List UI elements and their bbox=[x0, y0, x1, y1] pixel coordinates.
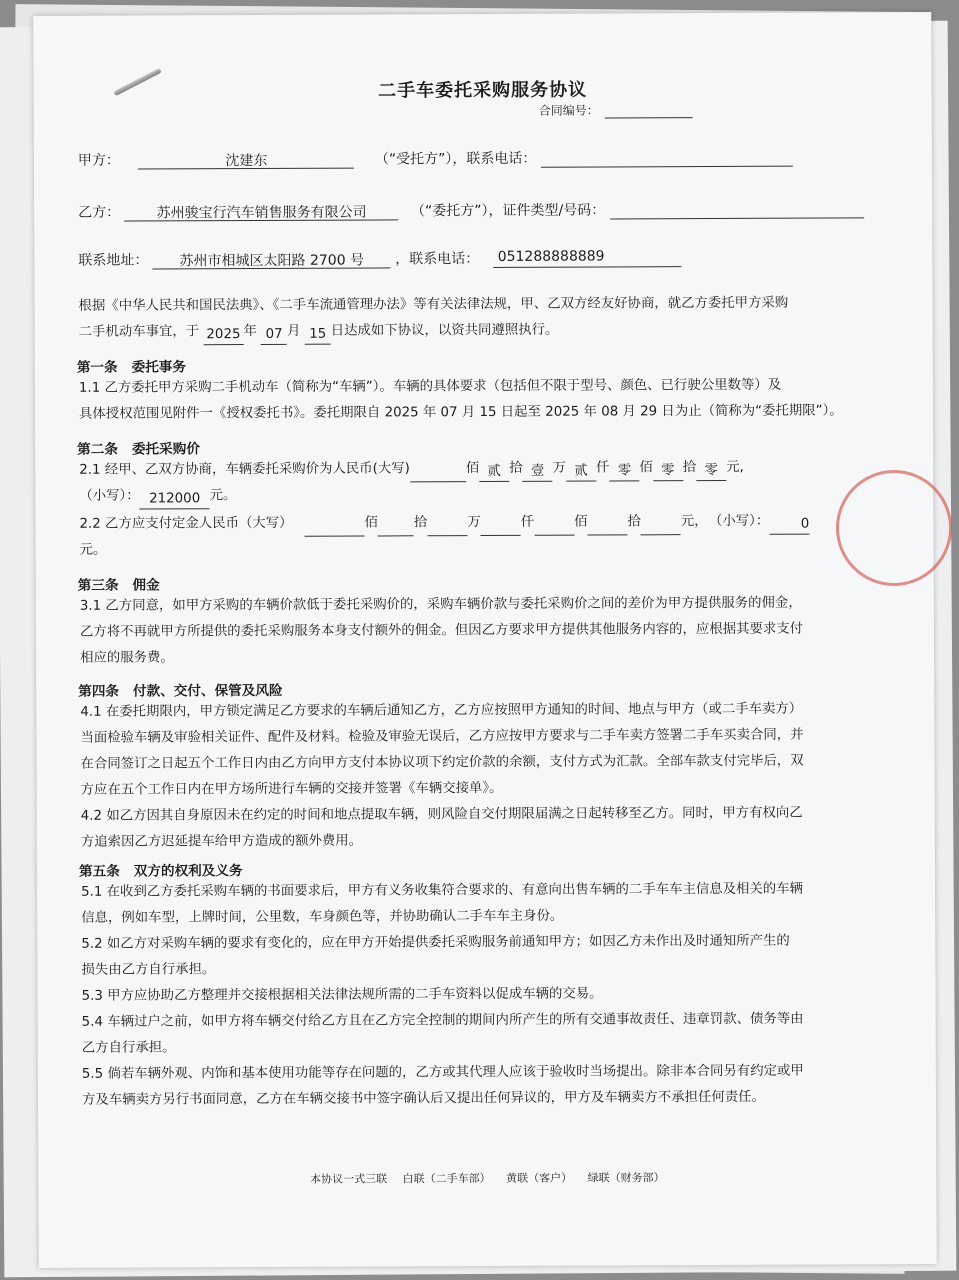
section-4-title: 付款、交付、保管及风险 bbox=[132, 682, 283, 700]
intro-line-1: 根据《中华人民共和国民法典》、《二手车流通管理办法》等有关法律法规，甲、乙双方经友好协商，就乙方委托甲方采购 bbox=[78, 295, 789, 314]
contract-number bbox=[539, 101, 693, 119]
deposit-small-label: （小写）： bbox=[715, 513, 770, 529]
clause-3-1-line: 乙方将不再就甲方所提供的委托采购服务本身支付额外的佣金。但因乙方要求甲方提供其他服务内容的，应根据其要求支付 bbox=[79, 621, 804, 640]
section-2-heading bbox=[77, 437, 200, 458]
unit-wan: 万 bbox=[552, 460, 567, 476]
clause-3-1-line: 3.1 乙方同意，如甲方采购的车辆价款低于委托采购价的，采购车辆价款与委托采购价之间的差价为甲方提供服务的佣金， bbox=[79, 595, 802, 614]
section-3-title: 佣金 bbox=[132, 577, 160, 594]
party-a-label: 甲方： bbox=[77, 152, 120, 169]
red-seal-stamp bbox=[836, 470, 952, 586]
unit-yuan: 元, bbox=[726, 459, 744, 475]
deposit-blank bbox=[641, 534, 681, 535]
unit-yuan-end: 元。 bbox=[209, 488, 237, 504]
party-b-row bbox=[78, 198, 864, 221]
clause-5-5-line: 方及车辆卖方另行书面同意，乙方在车辆交接书中签字确认后又提出任何异议的，甲方及车辆卖方不承担任何责任。 bbox=[81, 1089, 765, 1108]
intro-paragraph bbox=[78, 290, 868, 345]
deposit-blank bbox=[427, 535, 467, 536]
deposit-unit-yuan: 元。 bbox=[79, 542, 107, 558]
amount-digit: 贰 bbox=[566, 463, 596, 482]
intro-year: 2025 bbox=[203, 326, 243, 345]
clause-3-1-line: 相应的服务费。 bbox=[80, 650, 174, 666]
clause-2-2-prefix: 2.2 乙方应支付定金人民币（大写） bbox=[79, 515, 293, 532]
small-amount-label: （小写）： bbox=[79, 488, 140, 504]
party-a-role: （“受托方”），联系电话： bbox=[374, 150, 537, 168]
clause-2-2 bbox=[79, 508, 869, 537]
intro-day: 15 bbox=[305, 326, 331, 345]
clause-1-1-line-1: 1.1 乙方委托甲方采购二手机动车（简称为“车辆”）。车辆的具体要求（包括但不限于型号、颜色、已行驶公里数等）及 bbox=[78, 377, 782, 396]
address-phone-label: ，联系电话： bbox=[395, 251, 480, 268]
clause-2-1-line-1 bbox=[79, 454, 869, 483]
section-5-number: 第五条 bbox=[78, 863, 120, 880]
deposit-blank bbox=[481, 535, 521, 536]
amount-digit: 贰 bbox=[479, 463, 509, 482]
section-5-heading bbox=[79, 859, 243, 880]
deposit-small-value: 0 bbox=[769, 516, 809, 535]
party-a-row bbox=[78, 147, 793, 170]
contract-number-blank bbox=[605, 103, 693, 118]
clause-5-2-line: 5.2 如乙方对采购车辆的要求有变化的，应在甲方开始提供委托采购服务前通知甲方；如因乙方未作出及时通知所产生的 bbox=[81, 933, 790, 952]
party-b-name: 苏州骏宝行汽车销售服务有限公司 bbox=[125, 201, 399, 221]
intro-year-unit: 年 bbox=[243, 323, 257, 340]
unit-bai: 佰 bbox=[574, 514, 588, 530]
clause-3-1 bbox=[80, 590, 870, 671]
footer-copies: 本协议一式三联 bbox=[310, 1172, 388, 1186]
footer-green-copy: 绿联（财务部） bbox=[587, 1171, 665, 1185]
section-3-number: 第三条 bbox=[77, 577, 119, 594]
section-1-number: 第一条 bbox=[76, 359, 118, 376]
clause-4-1-line: 在合同签订之日起五个工作日内由乙方向甲方支付本协议项下约定价款的余额，支付方式为汇款。全部车款支付完毕后，双 bbox=[80, 753, 804, 772]
clause-2-1-line-2 bbox=[79, 480, 869, 509]
clause-5-4-line: 5.4 车辆过户之前，如甲方将车辆交付给乙方且在乙方完全控制的期间内所产生的所有交通事故责任、违章罚款、债务等由 bbox=[81, 1011, 804, 1030]
amount-digit: 零 bbox=[696, 462, 726, 481]
unit-shi: 拾 bbox=[627, 514, 641, 530]
deposit-blank bbox=[588, 534, 628, 535]
clause-5 bbox=[81, 876, 872, 1113]
clause-4-1-line: 当面检验车辆及审验相关证件、配件及材料。检验及审验无误后，乙方应按甲方要求与二手车卖方签署二手车买卖合同，并 bbox=[80, 727, 804, 746]
clause-5-3-line: 5.3 甲方应协助乙方整理并交接根据相关法律法规所需的二手车资料以促成车辆的交易。 bbox=[81, 986, 603, 1004]
party-a-name: 沈建东 bbox=[138, 150, 354, 170]
party-b-id-blank bbox=[610, 199, 864, 219]
clause-5-2-line: 损失由乙方自行承担。 bbox=[81, 962, 216, 978]
contract-number-label: 合同编号： bbox=[538, 103, 599, 118]
intro-text: 二手机动车事宜，于 bbox=[78, 324, 200, 340]
clause-1-1-line-2: 具体授权范围见附件一《授权委托书》。委托期限自 2025 年 07 月 15 日起至 2025 年 08 月 29 日为止（简称为“委托期限”）。 bbox=[78, 403, 843, 422]
clause-4-1-line: 4.1 在委托期限内，甲方锁定满足乙方要求的车辆后通知乙方，乙方应按照甲方通知的时间、地点与甲方（或二手车卖方） bbox=[80, 701, 803, 720]
clause-5-4-line: 乙方自行承担。 bbox=[81, 1040, 176, 1056]
clause-5-5-line: 5.5 倘若车辆外观、内饰和基本使用功能等存在问题的，乙方或其代理人应该于验收时当场提出。除非本合同另有约定或甲 bbox=[81, 1063, 804, 1082]
clause-4-2-line: 4.2 如乙方因其自身原因未在约定的时间和地点提取车辆，则风险自交付期限届满之日起转移至乙方。同时，甲方有权向乙 bbox=[80, 805, 803, 824]
unit-shi: 拾 bbox=[413, 515, 428, 531]
unit-bai: 佰 bbox=[364, 515, 378, 531]
footer-copies-note bbox=[38, 1168, 936, 1188]
section-2-title: 委托采购价 bbox=[131, 441, 200, 458]
footer-white-copy: 白联（二手车部） bbox=[402, 1171, 491, 1186]
party-b-label: 乙方： bbox=[78, 204, 121, 221]
unit-shi: 拾 bbox=[682, 460, 697, 476]
party-b-role: （“委托方”），证件类型/号码： bbox=[411, 202, 606, 220]
section-4-number: 第四条 bbox=[78, 683, 120, 700]
unit-yuan: 元， bbox=[680, 514, 708, 530]
section-4-heading bbox=[78, 679, 282, 700]
amount-digit: 零 bbox=[609, 462, 639, 481]
intro-month-unit: 月 bbox=[287, 323, 301, 339]
section-1-heading bbox=[77, 355, 186, 375]
section-5-title: 双方的权利及义务 bbox=[133, 863, 243, 880]
section-3-heading bbox=[78, 573, 160, 593]
clause-5-1-line: 5.1 在收到乙方委托采购车辆的书面要求后，甲方有义务收集符合要求的、有意向出售车辆的二手车车主信息及相关的车辆 bbox=[81, 881, 803, 900]
footer-yellow-copy: 黄联（客户） bbox=[506, 1171, 573, 1185]
unit-shi: 拾 bbox=[509, 460, 523, 476]
intro-text-end: 日达成如下协议，以资共同遵照执行。 bbox=[330, 322, 559, 339]
clause-2-1-prefix: 2.1 经甲、乙双方协商，车辆委托采购价为人民币(大写) bbox=[79, 461, 410, 478]
clause-4-2-line: 方追索因乙方迟延提车给甲方造成的额外费用。 bbox=[80, 833, 363, 850]
party-a-phone-blank bbox=[541, 148, 793, 168]
intro-month: 07 bbox=[261, 326, 287, 345]
small-amount-value: 212000 bbox=[140, 490, 210, 509]
deposit-blank bbox=[534, 535, 574, 536]
address-label: 联系地址： bbox=[78, 252, 149, 269]
section-2-number: 第二条 bbox=[77, 441, 118, 458]
clause-4-1 bbox=[80, 696, 871, 855]
unit-wan: 万 bbox=[467, 515, 481, 531]
address-row bbox=[78, 247, 681, 270]
intro-line-2 bbox=[79, 316, 869, 345]
address-value: 苏州市相城区太阳路 2700 号 bbox=[153, 249, 391, 269]
clause-5-1-line: 信息，例如车型，上牌时间，公里数，车身颜色等，并协助确认二手车车主身份。 bbox=[81, 908, 564, 926]
unit-bai: 佰 bbox=[639, 460, 653, 476]
address-phone: 051288888889 bbox=[494, 248, 682, 268]
unit-bai: 佰 bbox=[465, 461, 480, 477]
amount-digit: 壹 bbox=[523, 463, 553, 482]
amount-digit: 零 bbox=[653, 462, 683, 481]
section-1-title: 委托事务 bbox=[131, 359, 186, 376]
clause-1-1 bbox=[79, 372, 869, 427]
deposit-blank bbox=[378, 535, 414, 536]
clause-2-1 bbox=[79, 454, 869, 563]
clause-4-1-line: 方应在五个工作日内在甲方场所进行车辆的交接并签署《车辆交接单》。 bbox=[80, 780, 503, 798]
document-title: 二手车委托采购服务协议 bbox=[378, 79, 588, 102]
contract-paper bbox=[33, 12, 936, 1268]
unit-qian: 仟 bbox=[520, 514, 535, 530]
unit-qian: 仟 bbox=[595, 460, 610, 476]
